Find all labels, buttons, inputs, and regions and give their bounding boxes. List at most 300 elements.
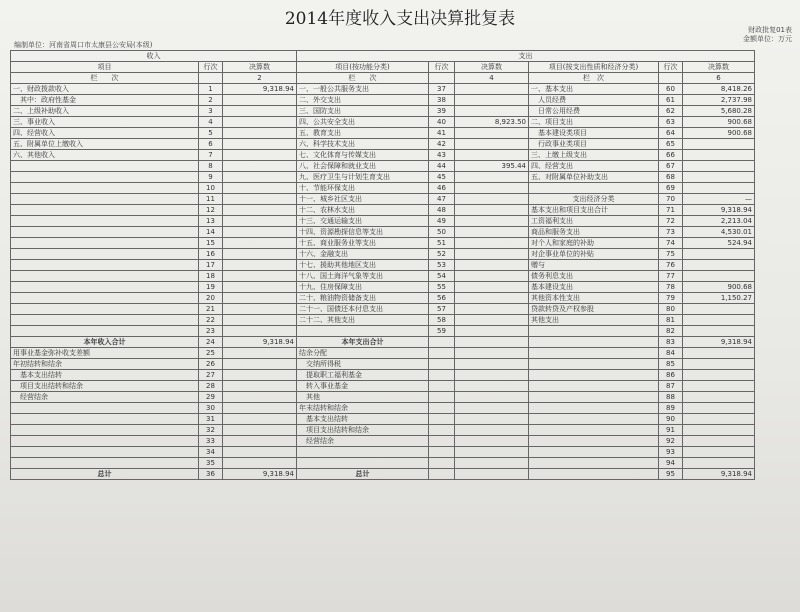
func-item-cell: 转入事业基金 [297,381,429,392]
econ-item-cell: 其他支出 [529,315,659,326]
income-item-cell [11,436,199,447]
income-item-cell [11,161,199,172]
func-item-cell: 六、科学技术支出 [297,139,429,150]
econ-line-cell: 61 [659,95,683,106]
income-amount-cell [223,315,297,326]
econ-amount-cell: 9,318.94 [683,337,755,348]
table-row [11,447,755,458]
econ-item-cell: 商品和服务支出 [529,227,659,238]
income-amount-cell [223,95,297,106]
func-amount-cell [455,381,529,392]
income-item-cell: 四、经营收入 [11,128,199,139]
func-item-cell: 三、国防支出 [297,106,429,117]
income-amount-cell [223,172,297,183]
econ-item-cell: 五、对附属单位补助支出 [529,172,659,183]
econ-amount-cell [683,414,755,425]
econ-amount-cell: 900.68 [683,117,755,128]
func-item-cell: 十七、援助其他地区支出 [297,260,429,271]
income-line-cell: 2 [199,95,223,106]
income-item-cell [11,238,199,249]
income-line-cell: 19 [199,282,223,293]
income-item-cell: 年初结转和结余 [11,359,199,370]
table-row [11,150,755,161]
compiling-unit: 编制单位：河南省周口市太康县公安局(本级) [14,41,153,49]
func-item-cell: 其他 [297,392,429,403]
income-item-cell [11,249,199,260]
income-line-cell: 26 [199,359,223,370]
func-item-cell: 十二、农林水支出 [297,205,429,216]
table-row [11,128,755,139]
table-row [11,183,755,194]
income-amount-cell [223,392,297,403]
func-line-cell: 39 [429,106,455,117]
econ-item-cell [529,359,659,370]
income-amount-cell [223,293,297,304]
func-item-cell: 十、节能环保支出 [297,183,429,194]
econ-item-cell [529,425,659,436]
econ-item-cell: 行政事业类项目 [529,139,659,150]
table-row [11,326,755,337]
corner-note [743,26,792,44]
income-line-cell: 17 [199,260,223,271]
func-line-cell: 46 [429,183,455,194]
income-line-cell: 10 [199,183,223,194]
income-line-cell: 18 [199,271,223,282]
func-line-cell: 58 [429,315,455,326]
func-line-cell: 59 [429,326,455,337]
func-line-cell [429,381,455,392]
func-amount-cell [455,216,529,227]
func-item-cell: 八、社会保障和就业支出 [297,161,429,172]
func-line-cell [429,348,455,359]
income-item-cell [11,304,199,315]
econ-line-cell: 63 [659,117,683,128]
econ-line-cell: 75 [659,249,683,260]
econ-item-cell: 四、经营支出 [529,161,659,172]
func-line-cell [429,414,455,425]
econ-item-cell [529,183,659,194]
econ-amount-cell [683,370,755,381]
func-amount-cell [455,425,529,436]
income-line-cell: 1 [199,84,223,95]
form-code: 财政批复01表 [748,26,792,34]
income-amount-cell [223,348,297,359]
func-line-cell: 37 [429,84,455,95]
econ-amount-cell [683,183,755,194]
income-item-cell: 基本支出结转 [11,370,199,381]
func-item-cell: 十八、国土海洋气象等支出 [297,271,429,282]
income-item-cell: 经营结余 [11,392,199,403]
econ-item-cell [529,458,659,469]
income-amount-cell: 9,318.94 [223,469,297,480]
func-amount-cell [455,337,529,348]
econ-line-cell: 71 [659,205,683,216]
func-amount-cell [455,227,529,238]
econ-line-cell: 83 [659,337,683,348]
func-amount-cell [455,403,529,414]
income-item-header: 项目 [11,62,199,73]
income-line-cell: 5 [199,128,223,139]
income-line-cell: 24 [199,337,223,348]
table-row [11,458,755,469]
econ-item-cell [529,414,659,425]
func-line-cell [429,458,455,469]
econ-line-cell: 73 [659,227,683,238]
func-item-cell [297,458,429,469]
income-line-cell: 35 [199,458,223,469]
func-line-header: 行次 [429,62,455,73]
econ-lanci-line [659,73,683,84]
econ-line-cell: 90 [659,414,683,425]
func-amount-cell [455,326,529,337]
econ-line-cell: 78 [659,282,683,293]
income-item-cell [11,260,199,271]
func-amount-cell [455,392,529,403]
func-line-cell: 38 [429,95,455,106]
econ-amount-cell [683,425,755,436]
income-line-cell: 33 [199,436,223,447]
econ-line-cell: 77 [659,271,683,282]
func-line-cell: 41 [429,128,455,139]
income-item-cell [11,326,199,337]
econ-amount-cell: 9,318.94 [683,469,755,480]
func-amount-cell: 395.44 [455,161,529,172]
income-line-cell: 14 [199,227,223,238]
income-amount-cell [223,150,297,161]
income-line-cell: 27 [199,370,223,381]
econ-item-cell: 基本支出和项目支出合计 [529,205,659,216]
income-amount-cell [223,117,297,128]
income-line-cell: 4 [199,117,223,128]
income-item-cell: 五、附属单位上缴收入 [11,139,199,150]
income-item-cell [11,293,199,304]
table-row [11,337,755,348]
income-line-cell: 15 [199,238,223,249]
func-line-cell [429,469,455,480]
econ-amount-cell [683,304,755,315]
table-row [11,117,755,128]
income-item-cell [11,216,199,227]
income-item-cell: 六、其他收入 [11,150,199,161]
func-amount-cell [455,172,529,183]
income-line-cell: 13 [199,216,223,227]
func-amount-cell [455,293,529,304]
func-amount-cell [455,304,529,315]
income-line-cell: 21 [199,304,223,315]
income-line-cell: 22 [199,315,223,326]
table-row [11,414,755,425]
income-item-cell [11,403,199,414]
func-line-cell: 44 [429,161,455,172]
func-line-cell: 53 [429,260,455,271]
func-amount-cell [455,95,529,106]
table-row [11,139,755,150]
income-item-cell: 其中：政府性基金 [11,95,199,106]
econ-item-cell: 债务利息支出 [529,271,659,282]
econ-amount-cell [683,458,755,469]
econ-col-no: 6 [683,73,755,84]
income-amount-cell [223,183,297,194]
econ-amount-cell: 900.68 [683,128,755,139]
func-item-cell: 七、文化体育与传媒支出 [297,150,429,161]
func-amount-cell [455,238,529,249]
income-amount-cell [223,227,297,238]
func-line-cell [429,447,455,458]
func-item-header: 项目(按功能分类) [297,62,429,73]
table-row [11,392,755,403]
func-line-cell: 40 [429,117,455,128]
econ-line-cell: 82 [659,326,683,337]
econ-amount-cell [683,348,755,359]
econ-item-cell [529,337,659,348]
econ-line-cell: 72 [659,216,683,227]
func-item-cell: 交纳所得税 [297,359,429,370]
income-amount-cell [223,128,297,139]
func-lanci-line [429,73,455,84]
income-amount-cell [223,260,297,271]
func-line-cell: 54 [429,271,455,282]
func-item-cell: 十三、交通运输支出 [297,216,429,227]
econ-item-header: 项目(按支出性质和经济分类) [529,62,659,73]
income-item-cell: 二、上级补助收入 [11,106,199,117]
econ-item-cell [529,381,659,392]
income-amount-cell [223,403,297,414]
table-row [11,271,755,282]
income-item-cell [11,425,199,436]
income-item-cell [11,271,199,282]
func-item-cell [297,447,429,458]
income-item-cell: 用事业基金弥补收支差额 [11,348,199,359]
func-col-no: 4 [455,73,529,84]
func-item-cell: 四、公共安全支出 [297,117,429,128]
econ-item-cell: 其他资本性支出 [529,293,659,304]
income-amount-cell [223,326,297,337]
econ-item-cell: 二、项目支出 [529,117,659,128]
econ-line-cell: 62 [659,106,683,117]
econ-amount-cell: 9,318.94 [683,205,755,216]
income-line-cell: 25 [199,348,223,359]
income-amount-header: 决算数 [223,62,297,73]
econ-amount-cell [683,271,755,282]
func-amount-cell [455,315,529,326]
func-item-cell: 经营结余 [297,436,429,447]
func-amount-cell [455,348,529,359]
table-row [11,106,755,117]
func-line-cell: 42 [429,139,455,150]
econ-line-cell: 67 [659,161,683,172]
func-line-cell [429,392,455,403]
table-row [11,216,755,227]
econ-item-cell: 支出经济分类 [529,194,659,205]
econ-amount-header: 决算数 [683,62,755,73]
econ-amount-cell: 5,680.28 [683,106,755,117]
income-amount-cell [223,282,297,293]
income-amount-cell [223,205,297,216]
econ-line-cell: 79 [659,293,683,304]
func-amount-cell [455,194,529,205]
income-line-cell: 12 [199,205,223,216]
econ-amount-cell: 1,150.27 [683,293,755,304]
func-amount-cell [455,139,529,150]
econ-item-cell [529,447,659,458]
func-item-cell: 一、一般公共服务支出 [297,84,429,95]
func-amount-cell [455,414,529,425]
econ-amount-cell [683,315,755,326]
econ-line-cell: 93 [659,447,683,458]
econ-item-cell [529,370,659,381]
income-amount-cell [223,370,297,381]
func-line-cell: 57 [429,304,455,315]
econ-amount-cell [683,172,755,183]
func-line-cell [429,370,455,381]
econ-item-cell: 对个人和家庭的补助 [529,238,659,249]
income-amount-cell [223,447,297,458]
header-row-2 [11,62,755,73]
income-line-cell: 8 [199,161,223,172]
table-row [11,205,755,216]
econ-item-cell: 三、上缴上级支出 [529,150,659,161]
func-line-cell: 50 [429,227,455,238]
income-item-cell: 总计 [11,469,199,480]
econ-item-cell: 工资福利支出 [529,216,659,227]
func-item-cell: 提取职工福利基金 [297,370,429,381]
table-row [11,238,755,249]
func-item-cell: 五、教育支出 [297,128,429,139]
econ-item-cell: 一、基本支出 [529,84,659,95]
income-header: 收入 [11,51,297,62]
econ-line-cell: 66 [659,150,683,161]
func-amount-cell [455,458,529,469]
table-row [11,348,755,359]
income-item-cell: 本年收入合计 [11,337,199,348]
econ-item-cell: 日常公用经费 [529,106,659,117]
econ-line-cell: 69 [659,183,683,194]
income-amount-cell: 9,318.94 [223,84,297,95]
func-amount-header: 决算数 [455,62,529,73]
econ-line-cell: 92 [659,436,683,447]
func-amount-cell [455,260,529,271]
header-row-1 [11,51,755,62]
income-amount-cell [223,238,297,249]
table-row [11,282,755,293]
income-amount-cell [223,139,297,150]
income-item-cell [11,414,199,425]
func-amount-cell [455,271,529,282]
income-line-cell: 32 [199,425,223,436]
table-row [11,315,755,326]
budget-table [10,50,755,480]
econ-line-cell: 91 [659,425,683,436]
econ-amount-cell: 4,530.01 [683,227,755,238]
income-line-cell: 29 [199,392,223,403]
func-line-cell: 49 [429,216,455,227]
table-row [11,425,755,436]
income-amount-cell [223,161,297,172]
econ-item-cell: 基本建设类项目 [529,128,659,139]
header-row-3 [11,73,755,84]
table-row [11,293,755,304]
econ-line-cell: 87 [659,381,683,392]
econ-amount-cell [683,381,755,392]
econ-item-cell [529,436,659,447]
func-line-cell [429,436,455,447]
func-amount-cell: 8,923.50 [455,117,529,128]
func-item-cell: 九、医疗卫生与计划生育支出 [297,172,429,183]
func-lanci: 栏 次 [297,73,429,84]
econ-line-cell: 64 [659,128,683,139]
econ-amount-cell: 8,418.26 [683,84,755,95]
table-row [11,227,755,238]
income-amount-cell [223,359,297,370]
func-item-cell: 十一、城乡社区支出 [297,194,429,205]
income-amount-cell [223,106,297,117]
income-item-cell: 一、财政拨款收入 [11,84,199,95]
func-amount-cell [455,128,529,139]
func-line-cell: 51 [429,238,455,249]
income-amount-cell [223,381,297,392]
func-line-cell [429,425,455,436]
income-item-cell [11,447,199,458]
func-amount-cell [455,205,529,216]
econ-item-cell [529,403,659,414]
func-item-cell: 十九、住房保障支出 [297,282,429,293]
econ-line-cell: 84 [659,348,683,359]
income-lanci-line [199,73,223,84]
econ-amount-cell [683,150,755,161]
income-lanci: 栏 次 [11,73,199,84]
econ-line-cell: 70 [659,194,683,205]
table-row [11,161,755,172]
income-item-cell [11,282,199,293]
income-item-cell [11,172,199,183]
income-item-cell [11,194,199,205]
func-line-cell: 45 [429,172,455,183]
func-amount-cell [455,282,529,293]
func-line-cell: 55 [429,282,455,293]
income-amount-cell [223,436,297,447]
income-amount-cell [223,458,297,469]
func-line-cell: 56 [429,293,455,304]
econ-item-cell [529,348,659,359]
income-line-cell: 20 [199,293,223,304]
econ-line-cell: 86 [659,370,683,381]
econ-line-cell: 80 [659,304,683,315]
func-line-cell: 47 [429,194,455,205]
econ-line-cell: 85 [659,359,683,370]
func-line-cell: 52 [429,249,455,260]
income-item-cell [11,183,199,194]
econ-item-cell: 对企事业单位的补贴 [529,249,659,260]
income-amount-cell [223,194,297,205]
income-line-cell: 28 [199,381,223,392]
econ-amount-cell [683,139,755,150]
func-amount-cell [455,249,529,260]
income-col-no: 2 [223,73,297,84]
func-item-cell: 二十、粮油物资储备支出 [297,293,429,304]
page-title: 2014年度收入支出决算批复表 [284,9,516,29]
econ-amount-cell: 900.68 [683,282,755,293]
income-line-cell: 11 [199,194,223,205]
func-item-cell: 总计 [297,469,429,480]
table-row [11,84,755,95]
table-row [11,370,755,381]
table-row [11,381,755,392]
econ-line-cell: 88 [659,392,683,403]
func-amount-cell [455,183,529,194]
func-item-cell: 二、外交支出 [297,95,429,106]
table-row [11,172,755,183]
econ-line-cell: 95 [659,469,683,480]
